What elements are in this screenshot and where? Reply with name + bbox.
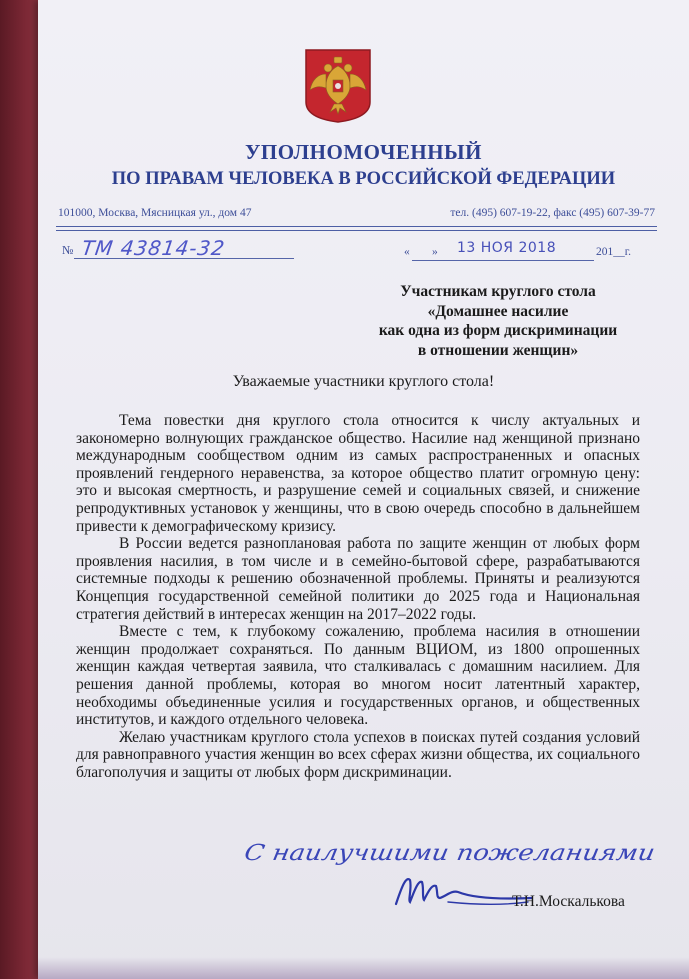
folder-edge	[0, 0, 40, 979]
addressee-line: в отношении женщин»	[417, 341, 579, 359]
addressee-line: Участникам круглого стола	[400, 283, 596, 300]
salutation: Уважаемые участники круглого стола!	[232, 373, 495, 390]
russian-coat-of-arms-icon	[304, 48, 372, 124]
addressee-line: «Домашнее насилие	[427, 302, 569, 320]
date-underline	[412, 260, 594, 261]
date-year-suffix: 201__г.	[596, 246, 632, 258]
org-phone-fax: тел. (495) 607-19-22, факс (495) 607-39-77	[450, 207, 655, 219]
letterhead-rule-top	[56, 226, 657, 227]
org-title-line2: ПО ПРАВАМ ЧЕЛОВЕКА В РОССИЙСКОЙ ФЕДЕРАЦИИ	[111, 169, 616, 189]
letter-body	[76, 412, 640, 781]
signer-name: Т.Н.Москалькова	[512, 893, 625, 910]
date-stamp: 13 НОЯ 2018	[457, 240, 557, 256]
body-paragraph: В России ведется разноплановая работа по защите женщин от любых форм проявления насилия, в том числе и в семейно-бытовой сфере, разрабатываются системные подходы к решению обозначенной проблемы. Приняты и реализуются Концепция государственной семейной политики до 2025 года и Национальная стратегия действий в интересах женщин на 2017–2022 годы.	[76, 535, 640, 623]
number-label: №	[62, 243, 74, 257]
org-address: 101000, Москва, Мясницкая ул., дом 47	[58, 207, 252, 219]
body-paragraph: Желаю участникам круглого стола успехов в поисках путей создания условий для равноправного участия женщин во всех сферах жизни общества, их социального благополучия и защиты от любых форм дискриминации.	[76, 728, 640, 781]
body-paragraph: Тема повестки дня круглого стола относится к числу актуальных и закономерно волнующих гражданское общество. Насилие над женщиной признано международным сообществом одним из самых распространенных и опасных проявлений гендерного неравенства, за которое общество платит огромную цену: это и высокая смертность, и разрушение семей и социальных связей, и снижение репродуктивных установок у женщины, что в свою очередь способно в дальнейшем привести к демографическому кризису.	[76, 412, 640, 535]
org-title-line1: УПОЛНОМОЧЕННЫЙ	[244, 140, 483, 164]
addressee-block	[368, 282, 628, 360]
letter-page	[38, 0, 689, 979]
handwritten-note-text: С наилучшими пожеланиями	[242, 840, 596, 866]
addressee-line: как одна из форм дискриминации	[378, 322, 618, 339]
date-close-quote: »	[432, 246, 438, 258]
letterhead-rule-bottom	[56, 230, 657, 231]
body-paragraph: Вместе с тем, к глубокому сожалению, проблема насилия в отношении женщин продолжает сохраняться. По данным ВЦИОМ, из 1800 опрошенных женщин каждая четвертая заявила, что сталкивалась с домашним насилием. Для решения данной проблемы, которая во многом носит латентный характер, необходимы объединенные усилия и государственных органов, и общественных институтов, и каждого отдельного человека.	[76, 623, 640, 729]
date-open-quote: «	[404, 246, 410, 258]
registration-number: ТМ 43814-32	[80, 236, 227, 260]
